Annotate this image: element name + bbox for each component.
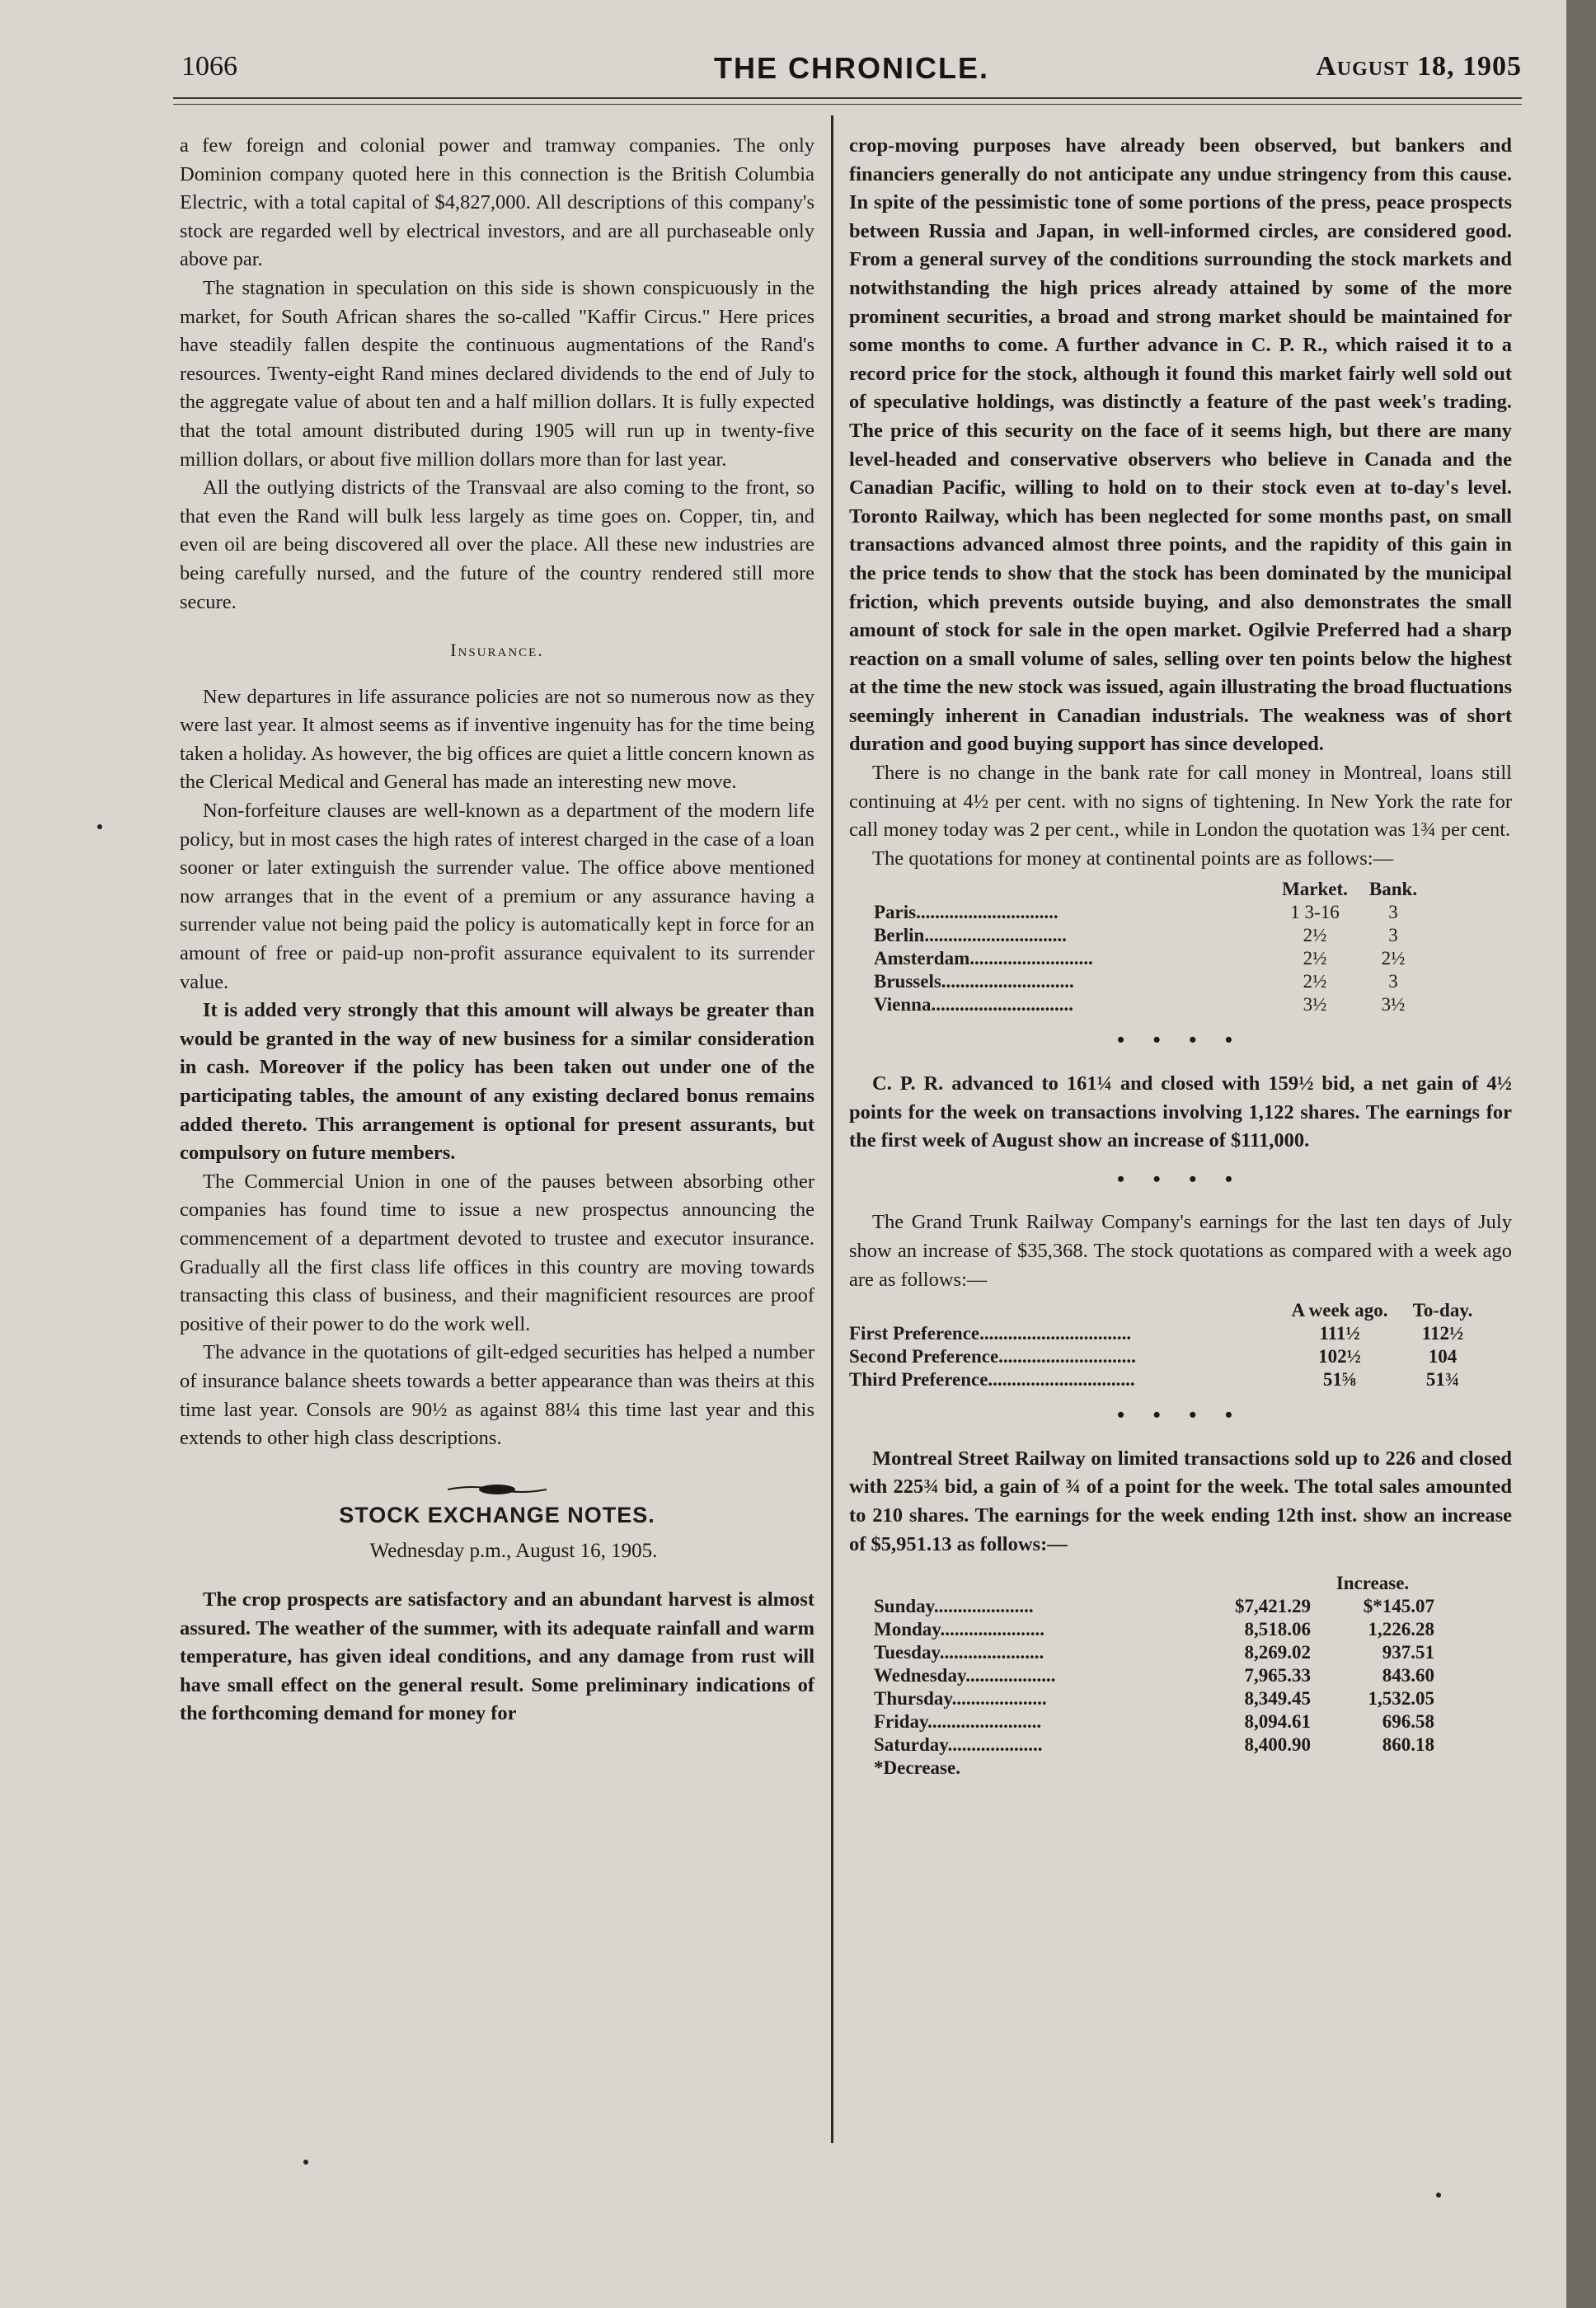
table-row (849, 1368, 1484, 1391)
paragraph: The crop prospects are satisfactory and an abundant harvest is almost assured. The weather of the summer, with its adequate rainfall and warm temperature, has given ideal conditions, and any damage from rust will have small effect on the general result. Some preliminary indications of the forthcoming demand for money for (180, 1588, 814, 1725)
amount-cell: $7,421.29 (1235, 1596, 1311, 1617)
market-cell: 1 3-16 (1290, 902, 1340, 923)
day-cell: Thursday.................... (874, 1688, 1047, 1710)
stock-name-cell: Third Preference............................... (849, 1369, 1135, 1391)
print-speck (303, 2160, 308, 2165)
table-row (874, 1664, 1434, 1687)
increase-cell: 843.60 (1382, 1665, 1434, 1686)
paragraph: It is added very strongly that this amount will always be greater than would be granted in the way of new business for a similar consideration in cash. Moreover if the policy has been taken out under one of the participating tables, the amount of any existing declared bonus remains added thereto. This arrangement is optional for present assurants, but compulsory on future members. (180, 999, 814, 1165)
header-rule (173, 97, 1522, 99)
week-ago-cell: 51⅝ (1322, 1369, 1357, 1391)
paragraph: Non-forfeiture clauses are well-known as a department of the modern life policy, but in most cases the high rates of interest charged in the case of a loan sooner or later extinguish the surrender value. The office above mentioned now arranges that in the event of a premium or any assurance having a surrender value not being paid the policy is automatically kept in force for an amount of free or paid-up non-profit assurance equivalent to its surrender value. (180, 800, 814, 993)
place-cell: Vienna.............................. (874, 994, 1073, 1016)
section-heading-insurance: Insurance. (450, 640, 544, 661)
paragraph: There is no change in the bank rate for call money in Montreal, loans still continuing at 4½ per cent. with no signs of tightening. In New York the rate for call money today was 2 per cent., while in London the quotation was 1¾ per cent. (849, 762, 1512, 842)
paragraph: The Commercial Union in one of the pauses between absorbing other companies has found time to issue a new prospectus announcing the commencement of a department devoted to trustee and executor insurance. Gradually all the first class life offices in this country are moving towards transacting this class of business, and their magnificient resources are proof positive of their power to do the work well. (180, 1170, 814, 1335)
bank-cell: 3 (1388, 902, 1398, 923)
table-header-row (874, 878, 1426, 901)
street-railway-earnings-table (874, 1572, 1434, 1780)
market-cell: 2½ (1303, 971, 1327, 992)
amount-cell: 8,518.06 (1244, 1619, 1311, 1640)
table-row (874, 1733, 1434, 1757)
day-cell: Tuesday...................... (874, 1642, 1044, 1663)
print-speck (97, 824, 102, 829)
market-cell: 2½ (1303, 925, 1327, 946)
publication-title: THE CHRONICLE. (714, 51, 989, 85)
right-column (849, 132, 1512, 1785)
table-row (874, 1641, 1434, 1664)
print-speck (1436, 2193, 1441, 2198)
ornament-divider (180, 1476, 814, 1493)
paragraph: a few foreign and colonial power and tramway companies. The only Dominion company quoted here in this connection is the British Columbia Electric, with a total capital of $4,827,000. All descriptions of this company's stock are regarded well by electrical investors, and are all purchaseable only above par. (180, 134, 814, 271)
increase-cell: $*145.07 (1363, 1596, 1434, 1617)
table-row (874, 1595, 1434, 1618)
week-ago-cell: 111½ (1319, 1323, 1360, 1344)
column-divider (831, 115, 833, 2143)
day-cell: Monday...................... (874, 1619, 1045, 1640)
amount-cell: 8,349.45 (1244, 1688, 1311, 1710)
table-row (874, 993, 1426, 1016)
column-header: A week ago. (1291, 1300, 1388, 1321)
table-row (874, 1710, 1434, 1733)
place-cell: Berlin.............................. (874, 925, 1067, 946)
increase-cell: 1,226.28 (1368, 1619, 1434, 1640)
increase-cell: 860.18 (1382, 1734, 1434, 1756)
increase-cell: 937.51 (1382, 1642, 1434, 1663)
paragraph: New departures in life assurance policies are not so numerous now as they were last year. It almost seems as if inventive ingenuity has for the time being taken a holiday. As however, the big offices are quiet a little concern known as the Clerical Medical and General has made an interesting new move. (180, 685, 814, 794)
header-rule-thin (173, 104, 1522, 105)
table-footnote-row (874, 1757, 1434, 1780)
today-cell: 104 (1428, 1346, 1458, 1367)
column-header: Market. (1282, 879, 1348, 900)
bank-cell: 3 (1388, 925, 1398, 946)
grand-trunk-table (849, 1299, 1484, 1391)
column-header: Bank. (1368, 879, 1418, 900)
amount-cell: 7,965.33 (1244, 1665, 1311, 1686)
bank-cell: 2½ (1381, 948, 1406, 969)
table-row (874, 970, 1426, 993)
table-row (874, 947, 1426, 970)
page-number: 1066 (181, 51, 237, 82)
paragraph: The advance in the quotations of gilt-edged securities has helped a number of insurance balance sheets towards a better appearance than was theirs at this time last year. Consols are 90½ as against 88¼ this time last year and this extends to other high class descriptions. (180, 1341, 814, 1450)
separator-dots: • • • • (1117, 1403, 1244, 1428)
left-column (180, 132, 814, 1729)
paragraph: C. P. R. advanced to 161¼ and closed with 159½ bid, a net gain of 4½ points for the week on transactions involving 1,122 shares. The earnings for the first week of August show an increase of $111,000. (849, 1072, 1512, 1152)
table-header-row (874, 1572, 1434, 1595)
dateline: Wednesday p.m., August 16, 1905. (369, 1540, 658, 1563)
amount-cell: 8,094.61 (1244, 1711, 1311, 1733)
table-row (849, 1322, 1484, 1345)
column-header: To-day. (1412, 1300, 1473, 1321)
table-header-row (849, 1299, 1484, 1322)
table-row (874, 901, 1426, 924)
paragraph: The Grand Trunk Railway Company's earnings for the last ten days of July show an increase of $35,368. The stock quotations as compared with a week ago are as follows:— (849, 1211, 1512, 1291)
separator-dots: • • • • (1117, 1166, 1244, 1191)
column-header: Increase. (1335, 1573, 1410, 1594)
bank-cell: 3 (1388, 971, 1398, 992)
today-cell: 51¾ (1425, 1369, 1460, 1391)
amount-cell: 8,400.90 (1244, 1734, 1311, 1756)
stock-name-cell: First Preference................................ (849, 1323, 1132, 1344)
separator-dots: • • • • (1117, 1028, 1244, 1053)
table-row (874, 1618, 1434, 1641)
page-header (181, 51, 1522, 101)
place-cell: Brussels............................ (874, 971, 1074, 992)
place-cell: Amsterdam.......................... (874, 948, 1093, 969)
section-heading-stock-exchange: STOCK EXCHANGE NOTES. (339, 1502, 655, 1527)
table-row (874, 1687, 1434, 1710)
paragraph: crop-moving purposes have already been observed, but bankers and financiers generally do not anticipate any undue stringency from this cause. In spite of the pessimistic tone of some portions of the press, peace prospects between Russia and Japan, in well-informed circles, are considered good. From a general survey of the conditions surrounding the stock markets and notwithstanding the high prices already attained by some of the more prominent securities, a broad and strong market should be maintained for some months to come. A further advance in C. P. R., which raised it to a record price for the stock, although it found this market fairly well sold out of speculative holdings, was distinctly a feature of the past week's trading. The price of this security on the face of it seems high, but there are many level-headed and conservative observers who believe in Canada and the Canadian Pacific, willing to hold on to their stock even at to-day's level. Toronto Railway, which has been neglected for some months past, on small transactions advanced almost three points, and the rapidity of this gain in the price tends to show that the stock has been dominated by the municipal friction, which prevents outside buying, and also demonstrates the small amount of stock for sale in the open market. Ogilvie Preferred had a sharp reaction on a small volume of sales, selling over ten points below the highest at the time the new stock was issued, again illustrating the broad fluctuations seemingly inherent in Canadian industrials. The weakness was of short duration and good buying support has since developed. (849, 134, 1512, 756)
today-cell: 112½ (1421, 1323, 1464, 1344)
issue-date: August 18, 1905 (1316, 51, 1522, 82)
table-row (874, 924, 1426, 947)
place-cell: Paris.............................. (874, 902, 1059, 923)
market-cell: 3½ (1303, 994, 1327, 1016)
money-rates-table (874, 878, 1426, 1016)
paragraph: The quotations for money at continental points are as follows:— (872, 847, 1394, 870)
increase-cell: 696.58 (1382, 1711, 1434, 1733)
paragraph: The stagnation in speculation on this side is shown conspicuously in the market, for South African shares the so-called "Kaffir Circus." Here prices have steadily fallen despite the continuous augmentations of the Rand's resources. Twenty-eight Rand mines declared dividends to the end of July to the aggregate value of about ten and a half million dollars. It is fully expected that the total amount distributed during 1905 will run up in twenty-five million dollars, or about five million dollars more than for last year. (180, 276, 814, 471)
market-cell: 2½ (1303, 948, 1327, 969)
paragraph: All the outlying districts of the Transvaal are also coming to the front, so that even the Rand will bulk less largely as time goes on. Copper, tin, and even oil are being discovered all over the place. All these new industries are being carefully nursed, and the future of the country rendered still more secure. (180, 476, 814, 613)
day-cell: Wednesday................... (874, 1665, 1056, 1686)
bank-cell: 3½ (1381, 994, 1406, 1016)
table-row (849, 1345, 1484, 1368)
paragraph: Montreal Street Railway on limited transactions sold up to 226 and closed with 225¾ bid, a gain of ¾ of a point for the week. The total sales amounted to 210 shares. The earnings for the week ending 12th inst. show an increase of $5,951.13 as follows:— (849, 1447, 1512, 1555)
week-ago-cell: 102½ (1318, 1346, 1361, 1367)
day-cell: Sunday..................... (874, 1596, 1034, 1617)
day-cell: Saturday.................... (874, 1734, 1043, 1756)
increase-cell: 1,532.05 (1368, 1688, 1434, 1710)
day-cell: Friday........................ (874, 1711, 1042, 1733)
footnote: *Decrease. (874, 1757, 960, 1779)
stock-name-cell: Second Preference............................. (849, 1346, 1136, 1367)
amount-cell: 8,269.02 (1244, 1642, 1311, 1663)
page-edge-shadow (1566, 0, 1596, 2308)
